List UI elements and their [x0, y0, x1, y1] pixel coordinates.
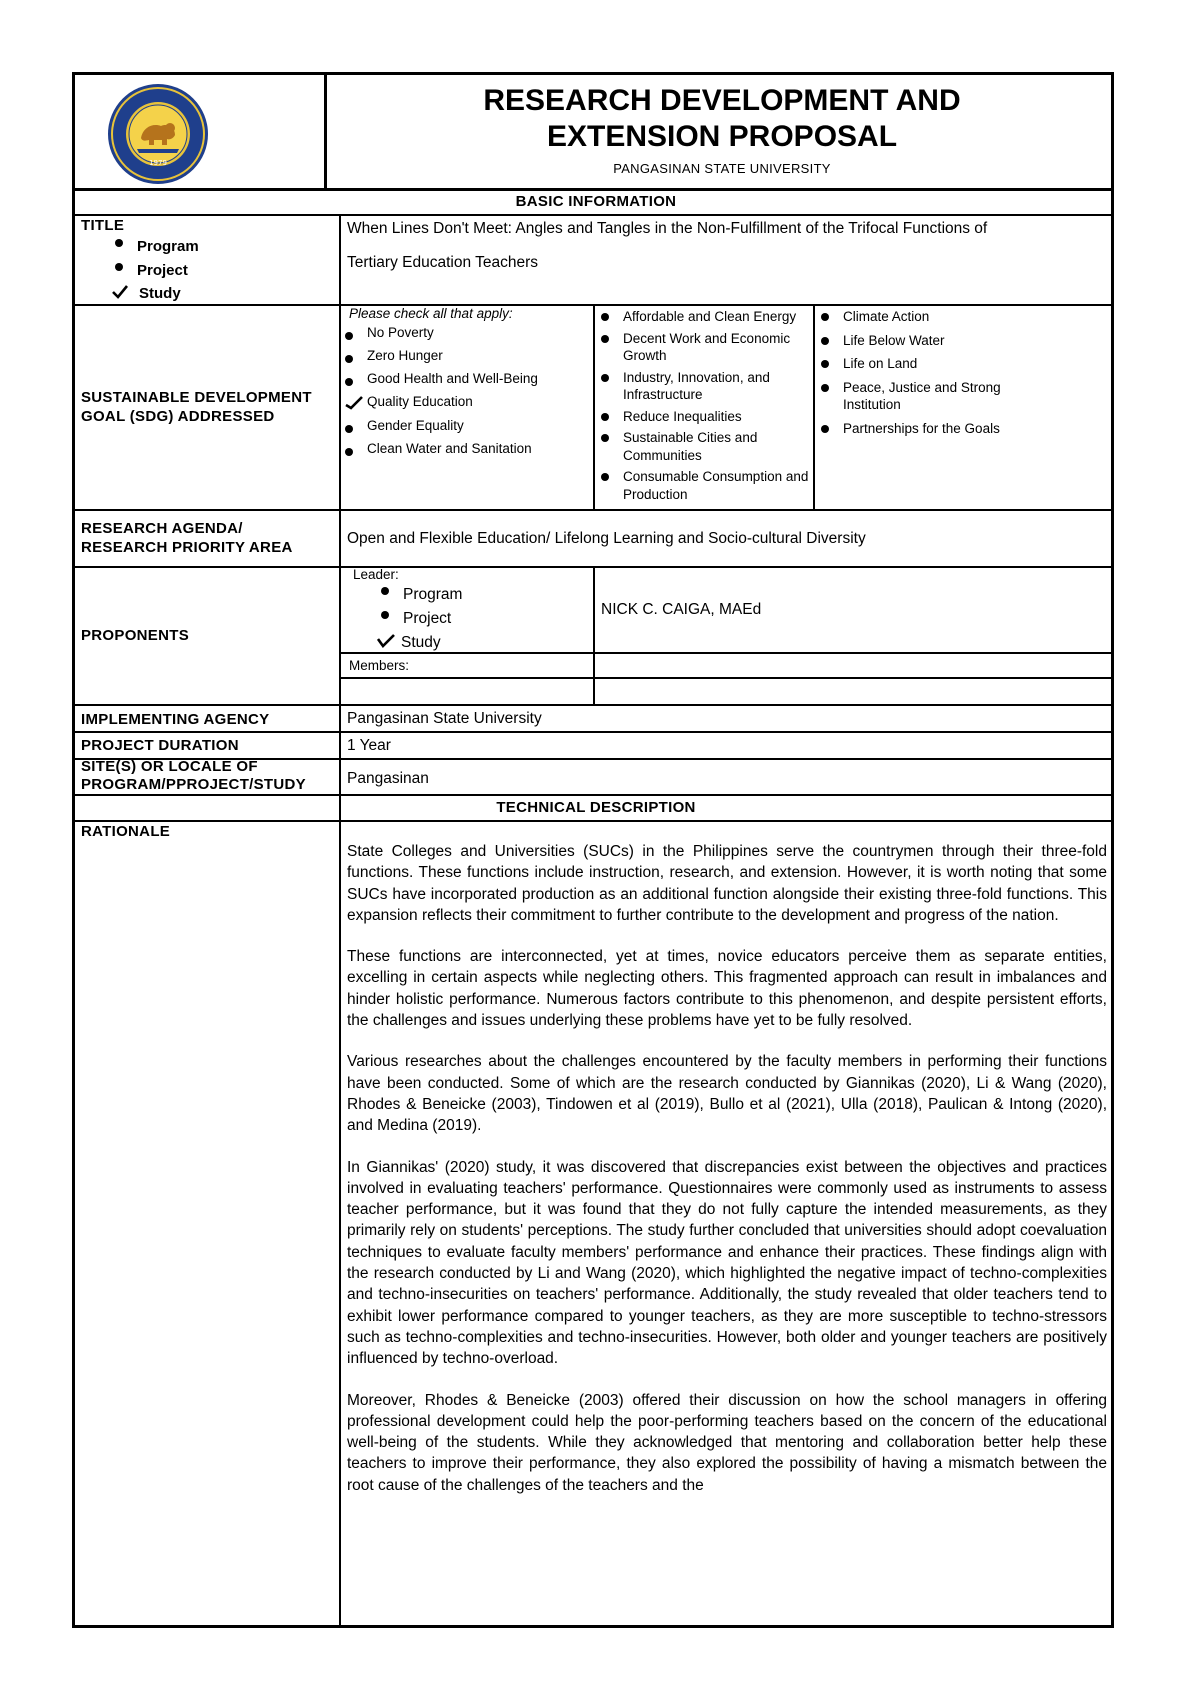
- leader-option-program[interactable]: [381, 583, 462, 607]
- agenda-value: Open and Flexible Education/ Lifelong Learning and Socio-cultural Diversity: [347, 530, 866, 547]
- proponents-divider: [593, 566, 595, 706]
- sdg-item-label: Affordable and Clean Energy: [623, 309, 797, 324]
- title-option-program[interactable]: [115, 235, 199, 259]
- rationale-paragraph: Various researches about the challenges encountered by the faculty members in performing their functions have been conducted. Some of which are the research conducted by Giannikas (2020), Li & Wang (2020), Rhodes & Beneicke (2003), Tindowen et al (2019), Bullo et al (2021), Ulla (2018), Paulican & Intong (2020), and Medina (2019).: [347, 1053, 1107, 1135]
- seal-year: 1979: [149, 159, 167, 167]
- sdg-item-label: Reduce Inequalities: [623, 408, 742, 424]
- basic-information-heading: BASIC INFORMATION: [515, 193, 677, 210]
- row-border: [75, 794, 1114, 796]
- technical-description-heading: TECHNICAL DESCRIPTION: [496, 799, 696, 816]
- site-label-line2: PROGRAM/PPROJECT/STUDY: [81, 776, 306, 793]
- rationale-paragraph: In Giannikas' (2020) study, it was discovered that discrepancies exist between the objectives and practices involved in evaluating teachers' performance. Questionnaires were commonly used as instruments to assess teacher performance, but it was found that they do not fully capture the intended measurements, as they primarily rely on students' perceptions. The study further concluded that universities should adopt coevaluation techniques to evaluate faculty members' performance and enhance their practices. These findings align with the research conducted by Li and Wang (2020), which highlighted the negative impact of techno-complexities and techno-insecurities on teachers' performance. Additionally, the study revealed that older teachers tend to exhibit lower performance compared to younger teachers, as they are more susceptible to techno-stressors such as techno-complexities and techno-insecurities. However, both older and younger teachers are positively influenced by techno-overload.: [347, 1158, 1107, 1368]
- rationale-paragraph: Moreover, Rhodes & Beneicke (2003) offered their discussion on how the school managers in offering professional development could help the poor-performing teachers based on the concern of the educational well-being of the students. While they acknowledged that mentoring and collaboration better help these teachers to improve their performance, they also explored the possibility of having a mismatch between the root cause of the challenges of the teachers and the: [347, 1391, 1107, 1494]
- label-column-divider: [339, 214, 341, 1628]
- row-border: [75, 509, 1114, 511]
- proposal-title: [327, 83, 1114, 155]
- site-value: Pangasinan: [347, 770, 429, 787]
- sdg-life-on-land[interactable]: [821, 355, 1021, 373]
- sdg-gender-equality[interactable]: [345, 416, 590, 435]
- row-border: [75, 704, 1114, 706]
- leader-name: NICK C. CAIGA, MAEd: [601, 601, 762, 618]
- project-duration-value: 1 Year: [347, 737, 391, 754]
- bullet-icon: [115, 239, 123, 247]
- proposal-form: [72, 72, 1114, 1628]
- basic-info-border: [75, 214, 1114, 216]
- site-label: [81, 758, 306, 794]
- proponents-label: PROPONENTS: [81, 627, 190, 644]
- sdg-item-label: No Poverty: [367, 325, 434, 340]
- checkmark-icon: [111, 284, 129, 300]
- sdg-item-label: Quality Education: [367, 394, 473, 409]
- sdg-quality-education[interactable]: [345, 392, 590, 412]
- project-duration-label: PROJECT DURATION: [81, 737, 239, 754]
- technical-description-border: [75, 820, 1114, 822]
- option-label: Project: [403, 610, 452, 627]
- rationale-body: [347, 841, 1107, 1516]
- sdg-partnerships[interactable]: [821, 420, 1021, 438]
- sdg-decent-work[interactable]: [601, 330, 809, 365]
- title-label: TITLE: [81, 217, 125, 234]
- sdg-no-poverty[interactable]: [345, 323, 590, 342]
- sdg-item-label: Industry, Innovation, and Infrastructure: [623, 369, 770, 402]
- sdg-item-label: Consumable Consumption and Production: [623, 469, 809, 502]
- title-option-project[interactable]: [115, 259, 199, 283]
- sdg-life-below-water[interactable]: [821, 332, 1021, 350]
- members-label: Members:: [349, 658, 410, 673]
- option-label: Program: [137, 238, 199, 255]
- title-value-line2: Tertiary Education Teachers: [347, 254, 538, 271]
- title-value-line1: When Lines Don't Meet: Angles and Tangles in the Non-Fulfillment of the Trifocal Functions of: [347, 220, 988, 237]
- members-border: [339, 677, 1114, 679]
- sdg-item-label: Life Below Water: [843, 332, 945, 348]
- rationale-paragraph: State Colleges and Universities (SUCs) in the Philippines serve the countrymen through their three-fold functions. These functions include instruction, research, and extension. However, it is worth noting that some SUCs have incorporated production as an additional function alongside their existing three-fold functions. This expansion reflects their commitment to further contribute to the development and progress of the nation.: [347, 843, 1107, 924]
- university-name: PANGASINAN STATE UNIVERSITY: [613, 161, 831, 176]
- sdg-label: SUSTAINABLE DEVELOPMENT GOAL (SDG) ADDRESSED: [81, 389, 312, 425]
- sdg-item-label: Good Health and Well-Being: [367, 371, 538, 386]
- sdg-consumable-consumption[interactable]: [601, 468, 809, 503]
- sdg-reduce-inequalities[interactable]: [601, 408, 809, 426]
- sdg-item-label: Zero Hunger: [367, 348, 443, 363]
- title-type-options: [115, 235, 199, 306]
- proposal-title-line2: EXTENSION PROPOSAL: [546, 120, 898, 153]
- option-label: Program: [403, 586, 463, 603]
- sdg-col-divider-2: [813, 304, 815, 509]
- sdg-climate-action[interactable]: [821, 308, 1021, 326]
- checkmark-icon: [377, 633, 395, 649]
- sdg-industry-innovation[interactable]: [601, 369, 809, 404]
- rationale-label: RATIONALE: [81, 823, 171, 840]
- leader-type-options: [381, 583, 462, 655]
- bullet-icon: [115, 263, 123, 271]
- option-label: Project: [137, 261, 188, 279]
- site-label-line1: SITE(S) OR LOCALE OF: [81, 758, 258, 775]
- sdg-clean-water[interactable]: [345, 439, 590, 458]
- seal-icon: [107, 83, 209, 185]
- implementing-agency-value: Pangasinan State University: [347, 710, 542, 727]
- agenda-label: RESEARCH AGENDA/ RESEARCH PRIORITY AREA: [81, 520, 293, 556]
- checkmark-icon: [345, 396, 363, 412]
- option-label: Study: [139, 285, 181, 302]
- sdg-item-label: Clean Water and Sanitation: [367, 441, 532, 456]
- leader-label: Leader:: [353, 567, 399, 582]
- members-border: [339, 652, 1114, 654]
- title-option-study[interactable]: [111, 282, 199, 306]
- sdg-column-3: [821, 308, 1021, 441]
- sdg-item-label: Sustainable Cities and Communities: [623, 430, 758, 463]
- sdg-col-divider-1: [593, 304, 595, 509]
- university-seal: [107, 83, 209, 185]
- sdg-column-1: [345, 323, 590, 462]
- option-label: Study: [401, 634, 441, 651]
- rationale-paragraph: These functions are interconnected, yet at times, novice educators perceive them as separate entities, excelling in certain aspects while neglecting others. This fragmented approach can result in imbalances and hinder holistic performance. Numerous factors contribute to this phenomenon, and despite persistent efforts, the challenges and issues underlying these problems have yet to be fully resolved.: [347, 948, 1107, 1030]
- sdg-peace-justice[interactable]: [821, 379, 1021, 414]
- header-bottom-border: [75, 188, 1114, 191]
- sdg-instruction: Please check all that apply:: [349, 306, 513, 321]
- title-value: [347, 219, 1107, 273]
- sdg-column-2: [601, 308, 809, 507]
- sdg-good-health[interactable]: [345, 369, 590, 388]
- sdg-item-label: Life on Land: [843, 356, 918, 371]
- sdg-zero-hunger[interactable]: [345, 346, 590, 365]
- sdg-item-label: Climate Action: [843, 309, 930, 324]
- sdg-item-label: Partnerships for the Goals: [843, 420, 1000, 436]
- sdg-item-label: Gender Equality: [367, 418, 464, 433]
- sdg-affordable-energy[interactable]: [601, 308, 809, 326]
- sdg-sustainable-cities[interactable]: [601, 429, 809, 464]
- sdg-item-label: Decent Work and Economic Growth: [623, 330, 791, 363]
- leader-option-project[interactable]: [381, 607, 462, 631]
- proposal-title-line1: RESEARCH DEVELOPMENT AND: [483, 84, 961, 117]
- row-border: [75, 731, 1114, 733]
- sdg-item-label: Peace, Justice and Strong Institution: [843, 379, 1001, 412]
- implementing-agency-label: IMPLEMENTING AGENCY: [81, 711, 270, 728]
